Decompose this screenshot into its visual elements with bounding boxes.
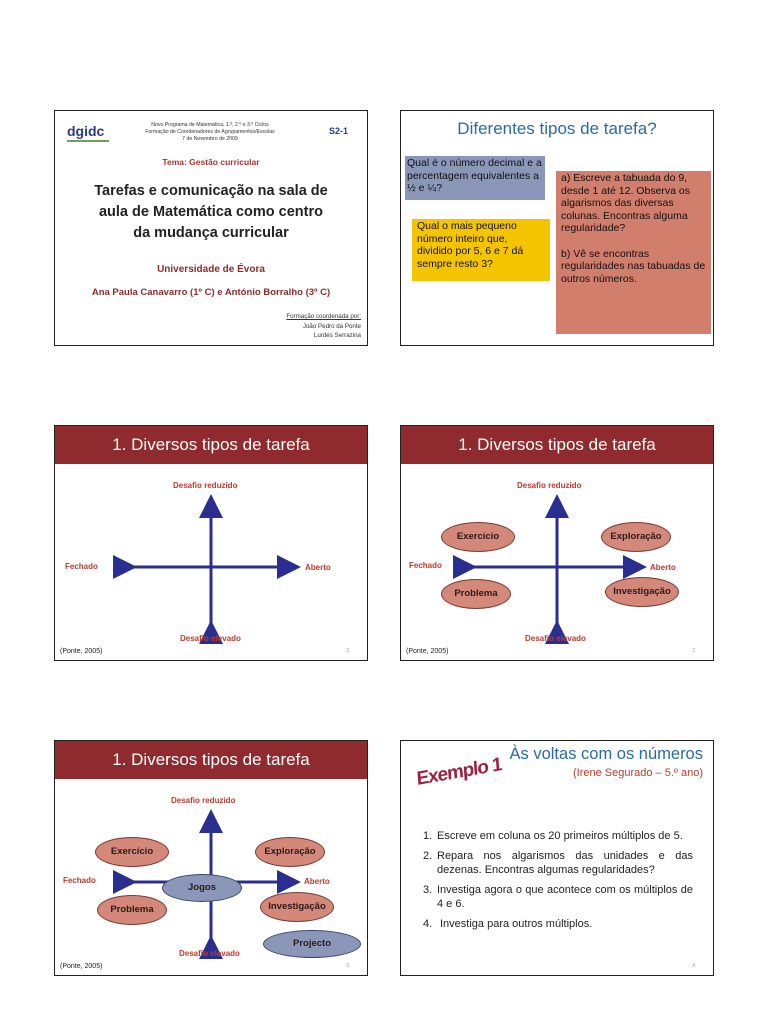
axes-diagram xyxy=(55,426,368,661)
list-item xyxy=(423,849,693,877)
ellipse-projecto: Projecto xyxy=(263,930,361,958)
item-number: 2. xyxy=(423,850,433,862)
logo-underline xyxy=(67,140,109,142)
item-number: 1. xyxy=(423,830,433,842)
list-item xyxy=(423,829,693,843)
citation: (Ponte, 2005) xyxy=(60,648,103,655)
ellipse-investigacao: Investigação xyxy=(605,577,679,607)
slide-title: Diferentes tipos de tarefa? xyxy=(457,119,657,138)
item-text: Investiga agora o que acontece com os múltiplos de 4 e 6. xyxy=(437,884,693,910)
axis-label-right: Aberto xyxy=(305,563,331,572)
title-line: Tarefas e comunicação na sala de xyxy=(94,183,328,199)
question-box-decimal: Qual é o número decimal e a percentagem equivalentes a ½ e ¼? xyxy=(405,156,545,200)
slide-diagram-tasks xyxy=(400,425,714,661)
axis-label-bottom: Desafio elevado xyxy=(179,949,240,958)
authors: Ana Paula Canavarro (1º C) e António Borralho (3º C) xyxy=(91,287,331,298)
coord-label: Formação coordenada por: xyxy=(286,313,361,320)
item-number: 3. xyxy=(423,884,433,896)
question-b: b) Vê se encontras regularidades nas tabuadas de outros números. xyxy=(561,247,706,285)
list-item xyxy=(423,883,693,911)
ellipse-problema: Problema xyxy=(441,579,511,609)
slide-diagram-full xyxy=(54,740,368,976)
coord-name: Lurdes Serrazina xyxy=(313,332,361,339)
item-text: Investiga para outros múltiplos. xyxy=(440,918,593,930)
axis-label-top: Desafio reduzido xyxy=(173,481,238,490)
item-number: 4. xyxy=(423,918,433,930)
page-number: 3 xyxy=(692,648,695,654)
ellipse-problema: Problema xyxy=(97,895,167,925)
university: Universidade de Évora xyxy=(157,264,265,275)
slide-diagram-axes xyxy=(54,425,368,661)
axis-label-left: Fechado xyxy=(409,561,442,570)
item-text: Escreve em coluna os 20 primeiros múltiplos de 5. xyxy=(437,830,683,842)
axis-label-right: Aberto xyxy=(304,877,330,886)
header-info xyxy=(125,122,295,143)
slide-example-1 xyxy=(400,740,714,976)
slide-title: Às voltas com os números xyxy=(509,745,703,763)
ellipse-exercicio: Exercício xyxy=(95,837,169,867)
task-list xyxy=(423,829,693,931)
example-badge: Exemplo 1 xyxy=(416,754,503,791)
title-line: aula de Matemática como centro xyxy=(98,204,323,220)
axis-label-left: Fechado xyxy=(65,562,98,571)
question-box-smallest-integer: Qual o mais pequeno número inteiro que, dividido por 5, 6 e 7 dá sempre resto 3? xyxy=(412,219,550,281)
slide-title: 1. Diversos tipos de tarefa xyxy=(55,741,367,779)
page-number: 3 xyxy=(346,963,349,969)
ellipse-exploracao: Exploração xyxy=(601,522,671,552)
question-box-multiplication xyxy=(556,171,711,334)
axis-label-top: Desafio reduzido xyxy=(171,796,236,805)
citation: (Ponte, 2005) xyxy=(60,963,103,970)
tema-value: : Gestão curricular xyxy=(183,157,260,167)
axis-label-top: Desafio reduzido xyxy=(517,481,582,490)
axis-label-right: Aberto xyxy=(650,563,676,572)
slide-task-types xyxy=(400,110,714,346)
header-line: Novo Programa de Matemática, 1.º, 2.º e 3.º Ciclos xyxy=(151,122,269,128)
title-line: da mudança curricular xyxy=(133,225,289,241)
slide-title: 1. Diversos tipos de tarefa xyxy=(401,426,713,464)
ellipse-investigacao: Investigação xyxy=(260,892,334,922)
axis-label-left: Fechado xyxy=(63,876,96,885)
header-line: Formação de Coordenadores de Agrupamentos/Escolas xyxy=(145,129,275,135)
list-item xyxy=(423,917,693,931)
ellipse-exercicio: Exercício xyxy=(441,522,515,552)
header-line: 7 de Novembro de 2009 xyxy=(182,136,238,142)
item-text: Repara nos algarismos das unidades e das dezenas. Encontras algumas regularidades? xyxy=(437,850,693,876)
coord-name: João Pedro da Ponte xyxy=(302,322,361,330)
question-a: a) Escreve a tabuada do 9, desde 1 até 12. Observa os algarismos das diversas colunas. Encontras alguma regularidade? xyxy=(561,172,690,234)
tema-line xyxy=(55,157,367,167)
page-number: 3 xyxy=(346,648,349,654)
axis-label-bottom: Desafio elevado xyxy=(180,634,241,643)
slide-code: S2-1 xyxy=(329,126,349,136)
ellipse-jogos: Jogos xyxy=(162,874,242,902)
tema-label: Tema xyxy=(162,157,184,167)
ellipse-exploracao: Exploração xyxy=(255,837,325,867)
coordination xyxy=(286,312,361,341)
citation: (Ponte, 2005) xyxy=(406,648,449,655)
slide-title xyxy=(54,110,368,346)
slide-title: 1. Diversos tipos de tarefa xyxy=(55,426,367,464)
page-number: 4 xyxy=(692,963,695,969)
main-title xyxy=(55,181,367,244)
axis-label-bottom: Desafio elevado xyxy=(525,634,586,643)
slide-subtitle: (Irene Segurado – 5.º ano) xyxy=(573,767,703,779)
dgidc-logo: dgidc xyxy=(67,123,105,139)
